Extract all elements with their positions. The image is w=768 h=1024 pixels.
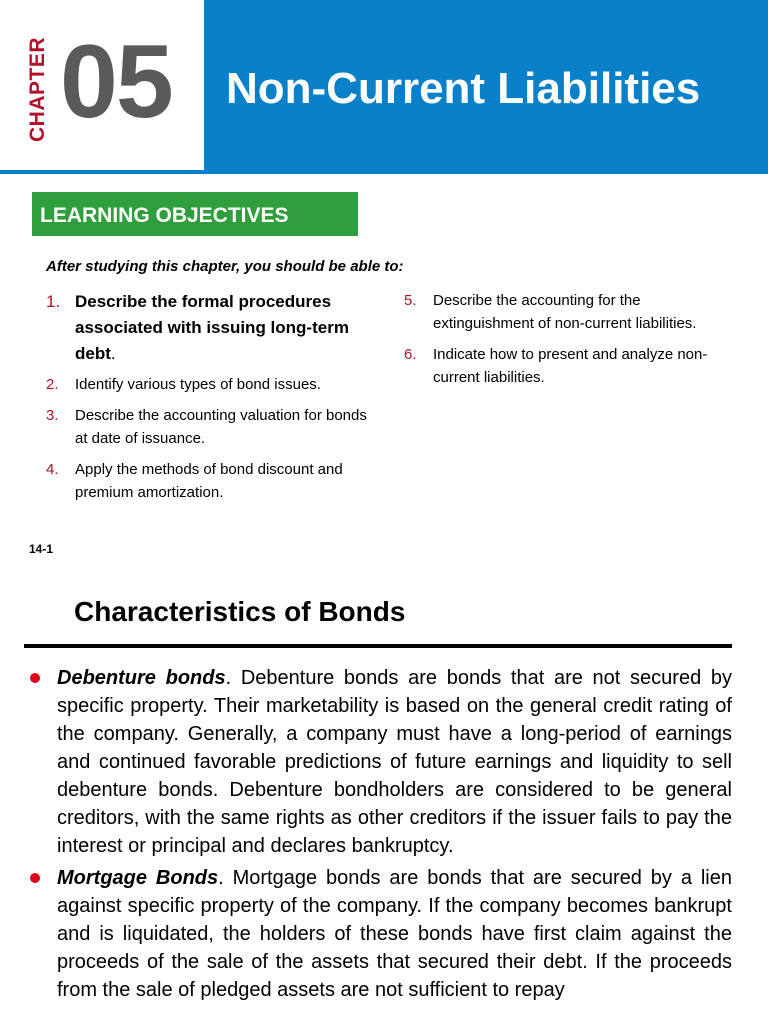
bullet-icon — [30, 873, 40, 883]
objective-number: 5. — [404, 292, 417, 309]
objective-text: Apply the methods of bond discount and premium amortization. — [75, 461, 343, 501]
objective-item — [404, 289, 744, 335]
objective-text: Describe the formal procedures associated with issuing long-term debt — [75, 292, 349, 363]
objectives-list-right — [404, 289, 744, 397]
bond-description: . Debenture bonds are bonds that are not secured by specific property. Their marketability is based on the general credit rating of the company. Generally, a company must have a long-period of earnings and continued favorable predictions of future earnings and liquidity to sell debenture bonds. Debenture bondholders are considered to be general creditors, with the same rights as other creditors if the issuer fails to pay the interest or principal and declares bankruptcy. — [57, 667, 733, 857]
learning-objectives-badge: LEARNING OBJECTIVES — [32, 192, 358, 236]
objective-item — [46, 373, 376, 396]
objective-number: 6. — [404, 346, 417, 363]
objective-number: 2. — [46, 376, 59, 393]
chapter-label: CHAPTER — [26, 36, 49, 142]
objective-text: Indicate how to present and analyze non-current liabilities. — [433, 346, 708, 386]
objective-item — [46, 404, 376, 450]
list-item — [28, 664, 732, 860]
list-item — [28, 864, 732, 1004]
objective-number: 1. — [46, 292, 61, 311]
bullet-icon — [30, 673, 40, 683]
objective-item — [46, 289, 376, 367]
objective-suffix: . — [110, 344, 116, 363]
bond-description: . Mortgage bonds are bonds that are secured by a lien against specific property of the company. If the company becomes bankrupt and is liquidated, the holders of these bonds have first claim against the proceeds of the sale of the assets that secured their debt. If the proceeds from the sale of pledged assets are not sufficient to repay — [57, 867, 732, 1001]
section-title: Characteristics of Bonds — [74, 596, 406, 627]
bond-types-list — [28, 664, 732, 1008]
objectives-intro: After studying this chapter, you should be able to: — [46, 258, 404, 275]
chapter-block — [0, 0, 204, 170]
objective-text: Identify various types of bond issues. — [75, 376, 321, 393]
section-divider — [24, 644, 732, 648]
header-divider — [0, 170, 768, 174]
bond-term: Mortgage Bonds — [57, 867, 219, 889]
objective-number: 3. — [46, 407, 59, 424]
objective-item — [46, 458, 376, 504]
chapter-number: 05 — [60, 24, 172, 140]
objective-text: Describe the accounting valuation for bonds at date of issuance. — [75, 407, 367, 447]
objective-number: 4. — [46, 461, 59, 478]
objective-text: Describe the accounting for the extinguishment of non-current liabilities. — [433, 292, 697, 332]
page-title: Non-Current Liabilities — [226, 64, 701, 113]
objectives-list-left — [46, 289, 376, 512]
page-number: 14-1 — [29, 542, 54, 556]
title-band — [204, 0, 768, 170]
objective-item — [404, 343, 744, 389]
bond-term: Debenture bonds — [57, 667, 226, 689]
